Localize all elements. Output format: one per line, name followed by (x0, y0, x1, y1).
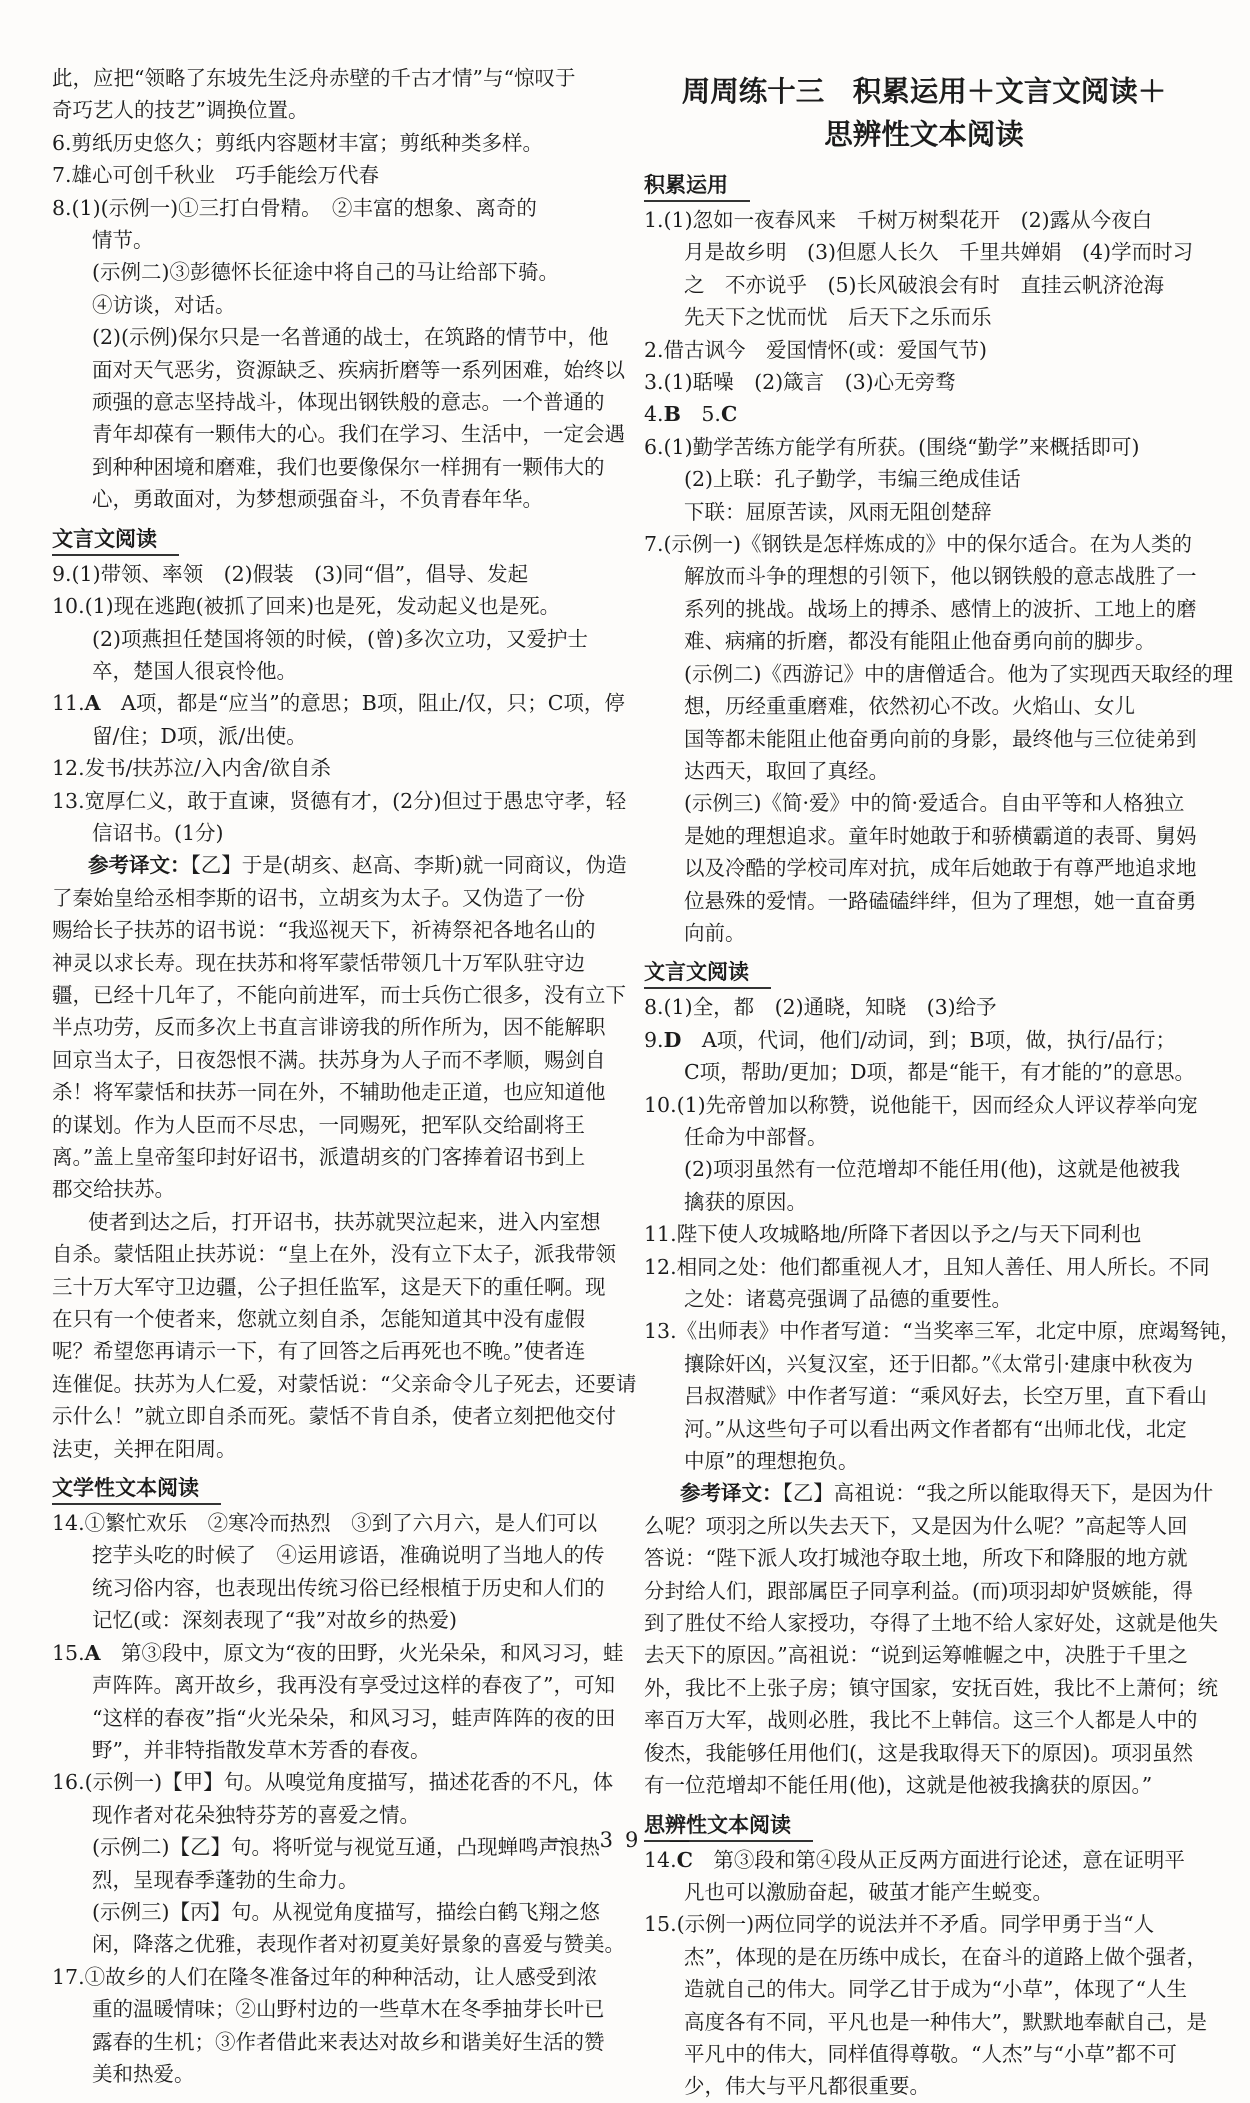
translation-line: 离。”盖上皇帝玺印封好诏书，派遣胡亥的门客捧着诏书到上 (52, 1145, 586, 1169)
text-line: 重的温暖情味；②山野村边的一些草木在冬季抽芽长叶已 (92, 1997, 605, 2022)
answer-letter: D (663, 1027, 682, 1052)
text-line: 擒获的原因。 (684, 1189, 807, 1214)
question-number: 5. (680, 402, 721, 427)
answer-17: 17.①故乡的人们在隆冬准备过年的种种活动，让人感受到浓 (52, 1964, 598, 1989)
answer-16: 16.(示例一)【甲】句。从嗅觉角度描写，描述花香的不凡，体 (52, 1770, 614, 1795)
text-line: 之 不亦说乎 (5)长风破浪会有时 直挂云帆济沧海 (684, 272, 1165, 297)
text-line: 攘除奸凶，兴复汉室，还于旧都。”《太常引·建康中秋夜为 (684, 1351, 1193, 1376)
answer-8: 8.(1)全，都 (2)通晓，知晓 (3)给予 (644, 995, 997, 1020)
text-line: C项，帮助/更加；D项，都是“能干，有才能的”的意思。 (684, 1060, 1195, 1085)
text-line: 难、病痛的折磨，都没有能阻止他奋勇向前的脚步。 (684, 629, 1156, 654)
translation-line: 神灵以求长寿。现在扶苏和将军蒙恬带领几十万军队驻守边 (52, 950, 585, 975)
text-line: 是她的理想追求。童年时她敢于和骄横霸道的表哥、舅妈 (684, 823, 1197, 848)
text-line: 少，伟大与平凡都很重要。 (684, 2074, 930, 2099)
translation-line: 去天下的原因。”高祖说：“说到运筹帷幄之中，决胜于千里之 (644, 1643, 1188, 1668)
text-line: 声阵阵。离开故乡，我再没有享受过这样的春夜了”，可知 (92, 1673, 615, 1698)
text-line: 青年却葆有一颗伟大的心。我们在学习、生活中，一定会遇 (92, 422, 625, 447)
answer-3: 3.(1)聒噪 (2)箴言 (3)心无旁骛 (644, 370, 956, 395)
text-line: 造就自己的伟大。同学乙甘于成为“小草”，体现了“人生 (684, 1977, 1187, 2002)
question-number: 9. (644, 1027, 664, 1052)
exercise-subtitle: 思辨性文本阅读 (824, 117, 1024, 151)
answer-letter: A (84, 1640, 101, 1665)
answer-12: 12.相同之处：他们都重视人才，且知人善任、用人所长。不同 (644, 1254, 1210, 1279)
translation-line (52, 849, 627, 881)
translation-line: 答说：“陛下派人攻打城池夺取土地，所攻下和降服的地方就 (644, 1546, 1188, 1571)
text-line: 先天下之忧而忧 后天下之乐而乐 (684, 305, 992, 330)
answer-letter: A (84, 691, 101, 716)
text-line: 心，勇敢面对，为梦想顽强奋斗，不负青春年华。 (92, 487, 543, 512)
text-line: 解放而斗争的理想的引领下，他以钢铁般的意志战胜了一 (684, 564, 1197, 589)
answer-8: 8.(1)(示例一)①三打白骨精。 ②丰富的想象、离奇的 (52, 195, 537, 220)
text-line: 顽强的意志坚持战斗，体现出钢铁般的意志。一个普通的 (92, 390, 605, 415)
translation-text: 【乙】于是(胡亥、赵高、李斯)就一同商议，伪造 (190, 853, 627, 878)
answer-1: 1.(1)忽如一夜春风来 千树万树梨花开 (2)露从今夜白 (644, 208, 1153, 232)
answer-6: 6.剪纸历史悠久；剪纸内容题材丰富；剪纸种类多样。 (52, 130, 544, 155)
section-heading: 文言文阅读 (644, 957, 771, 989)
text-line: 凡也可以激励奋起，破茧才能产生蜕变。 (684, 1879, 1053, 1904)
text-line: 下联：屈原苦读，风雨无阻创楚辞 (684, 499, 992, 524)
text-line: 达西天，取回了真经。 (684, 758, 889, 783)
question-number: 14. (644, 1847, 677, 1872)
translation-line: 回京当太子，日夜怨恨不满。扶苏身为人子而不孝顺，赐剑自 (52, 1047, 606, 1072)
section-heading: 积累运用 (644, 170, 750, 202)
section-heading: 文学性文本阅读 (52, 1473, 221, 1505)
question-number: 15. (52, 1640, 85, 1665)
translation-line: 杀！将军蒙恬和扶苏一同在外，不辅助他走正道，也应知道他 (52, 1080, 606, 1105)
text-line: 杰”，体现的是在历练中成长，在奋斗的道路上做个强者， (684, 1944, 1207, 1969)
text-line: (2)项羽虽然有一位范增却不能任用(他)，这就是他被我 (684, 1157, 1181, 1182)
text-line: 位悬殊的爱情。一路磕磕绊绊，但为了理想，她一直奋勇 (684, 888, 1197, 913)
answer-9 (644, 1024, 1204, 1056)
text-line: 向前。 (684, 920, 746, 945)
translation-line: 的谋划。作为人臣而不尽忠，一同赐死，把军队交给副将王 (52, 1112, 585, 1137)
answer-4-5 (644, 398, 1204, 430)
translation-line: 外，我比不上张子房；镇守国家，安抚百姓，我比不上萧何；统 (644, 1675, 1218, 1700)
answer-12: 12.发书/扶苏泣/入内舍/欲自杀 (52, 756, 331, 781)
answer-7: 7.雄心可创千秋业 巧手能绘万代春 (52, 163, 380, 188)
text-line: 系列的挑战。战场上的搏杀、感情上的波折、工地上的磨 (684, 596, 1197, 621)
translation-line: 在只有一个使者来，您就立刻自杀，怎能知道其中没有虚假 (52, 1307, 585, 1332)
answer-letter: C (720, 402, 738, 427)
text-line: (2)项燕担任楚国将领的时候，(曾)多次立功，又爱护士 (92, 626, 589, 651)
text-line: 现作者对花朵独特芬芳的喜爱之情。 (92, 1802, 420, 1827)
translation-line: 到了胜仗不给人家授功，夺得了土地不给人家好处，这就是他失 (644, 1611, 1218, 1636)
reference-label: 参考译文： (88, 853, 191, 878)
translation-line: 三十万大军守卫边疆，公子担任监军，这是天下的重任啊。现 (52, 1274, 606, 1299)
text-line: 到种种困境和磨难，我们也要像保尔一样拥有一颗伟大的 (92, 454, 605, 479)
answer-6: 6.(1)勤学苦练方能学有所获。(围绕“勤学”来概括即可) (644, 434, 1140, 459)
translation-line: 法吏，关押在阳周。 (52, 1436, 237, 1461)
text-line: 想，历经重重磨难，依然初心不改。火焰山、女儿 (684, 694, 1135, 719)
text-line: (示例二)③彭德怀长征途中将自己的马让给部下骑。 (92, 260, 559, 285)
translation-line: 使者到达之后，打开诏书，扶苏就哭泣起来，进入内室想 (88, 1209, 601, 1234)
answer-11: 11.陛下使人攻城略地/所降下者因以予之/与天下同利也 (644, 1222, 1142, 1247)
answer-10: 10.(1)现在逃跑(被抓了回来)也是死，发动起义也是死。 (52, 594, 561, 619)
text-line: 吕叔潜赋》中作者写道：“乘风好去，长空万里，直下看山 (684, 1384, 1207, 1409)
text-line: 美和热爱。 (92, 2061, 195, 2086)
right-column (644, 62, 1241, 2099)
text-line: 信诏书。(1分) (92, 820, 224, 845)
text-line: 以及冷酷的学校司库对抗，成年后她敢于有尊严地追求地 (684, 856, 1197, 881)
text-line: 奇巧艺人的技艺”调换位置。 (52, 98, 309, 123)
text-line: (示例三)【丙】句。从视觉角度描写，描绘白鹤飞翔之悠 (92, 1899, 600, 1924)
translation-line: 自杀。蒙恬阻止扶苏说：“皇上在外，没有立下太子，派我带领 (52, 1242, 616, 1267)
translation-line: 了秦始皇给丞相李斯的诏书，立胡亥为太子。又伪造了一份 (52, 885, 585, 910)
answer-9: 9.(1)带领、率领 (2)假装 (3)同“倡”，倡导、发起 (52, 561, 529, 586)
text-line: (示例二)【乙】句。将听觉与视觉互通，凸现蝉鸣声浪热 (92, 1835, 600, 1860)
answer-14: 14.①繁忙欢乐 ②寒冷而热烈 ③到了六月六，是人们可以 (52, 1511, 598, 1536)
translation-line: 呢？希望您再请示一下，有了回答之后再死也不晚。”使者连 (52, 1339, 586, 1364)
translation-line: 俊杰，我能够任用他们(，这是我取得天下的原因)。项羽虽然 (644, 1740, 1193, 1765)
text-line: 野”，并非特指散发草木芳香的春夜。 (92, 1737, 431, 1762)
answer-letter: C (676, 1847, 693, 1872)
text-line: 面对天气恶劣，资源缺乏、疾病折磨等一系列困难，始终以 (92, 357, 625, 382)
text-line: “这样的春夜”指“火光朵朵，和风习习，蛙声阵阵的夜的田 (92, 1705, 616, 1730)
answer-11 (52, 687, 625, 719)
section-heading: 文言文阅读 (52, 524, 179, 556)
translation-line: 有一位范增却不能任用(他)，这就是他被我擒获的原因。” (644, 1773, 1153, 1798)
answer-13: 13.宽厚仁义，敢于直谏，贤德有才，(2分)但过于愚忠守孝，轻 (52, 788, 627, 813)
answer-letter: B (663, 402, 681, 427)
section-heading: 思辨性文本阅读 (644, 1810, 813, 1842)
translation-line: 赐给长子扶苏的诏书说：“我巡视天下，祈祷祭祀各地名山的 (52, 918, 596, 943)
text-line: 留/住；D项，派/出使。 (92, 723, 307, 748)
translation-line (644, 1477, 1214, 1509)
text-line: 露春的生机；③作者借此来表达对故乡和谐美好生活的赞 (92, 2029, 605, 2054)
text-line: ④访谈，对话。 (92, 292, 236, 317)
text-line: 卒，楚国人很哀怜他。 (92, 658, 297, 683)
translation-line: 疆，已经十几年了，不能向前进军，而士兵伤亡很多，没有立下 (52, 982, 626, 1007)
text-line: 闲，降落之优雅，表现作者对初夏美好景象的喜爱与赞美。 (92, 1932, 625, 1957)
explanation: A项，都是“应当”的意思；B项，阻止/仅，只；C项，停 (100, 691, 625, 716)
reference-label: 参考译文： (680, 1481, 783, 1506)
explanation: 第③段和第④段从正反两方面进行论述，意在证明平 (692, 1847, 1185, 1872)
text-line: 中原”的理想抱负。 (684, 1449, 859, 1474)
text-line: 情节。 (92, 228, 154, 253)
translation-line: 么呢？项羽之所以失去天下，又是因为什么呢？”高起等人回 (644, 1513, 1188, 1538)
translation-line: 半点功劳，反而多次上书直言诽谤我的所作所为，因不能解职 (52, 1015, 606, 1040)
text-line: 河。”从这些句子可以看出两文作者都有“出师北伐，北定 (684, 1416, 1187, 1441)
explanation: A项，代词，他们/动词，到；B项，做，执行/品行； (681, 1027, 1177, 1052)
translation-line: 郡交给扶苏。 (52, 1177, 175, 1202)
answer-13: 13.《出师表》中作者写道：“当奖率三军，北定中原，庶竭驽钝， (644, 1319, 1241, 1344)
answer-7: 7.(示例一)《钢铁是怎样炼成的》中的保尔适合。在为人类的 (644, 532, 1193, 557)
text-line: 烈，呈现春季蓬勃的生命力。 (92, 1867, 359, 1892)
translation-line: 示什么！”就立即自杀而死。蒙恬不肯自杀，使者立刻把他交付 (52, 1404, 616, 1429)
exercise-title: 周周练十三 积累运用＋文言文阅读＋ (681, 74, 1167, 108)
answer-2: 2.借古讽今 爱国情怀(或：爱国气节) (644, 337, 988, 362)
text-line: 记忆(或：深刻表现了“我”对故乡的热爱) (92, 1608, 457, 1633)
text-line: 挖芋头吃的时候了 ④运用谚语，准确说明了当地人的传 (92, 1543, 605, 1568)
text-line: (示例三)《简·爱》中的简·爱适合。自由平等和人格独立 (684, 791, 1185, 816)
text-line: 国等都未能阻止他奋勇向前的身影，最终他与三位徒弟到 (684, 726, 1197, 751)
text-line: 平凡中的伟大，同样值得尊敬。“人杰”与“小草”都不可 (684, 2041, 1177, 2066)
translation-text: 【乙】高祖说：“我之所以能取得天下，是因为什 (782, 1481, 1214, 1506)
explanation: 第③段中，原文为“夜的田野，火光朵朵，和风习习，蛙 (100, 1640, 624, 1665)
translation-line: 分封给人们，跟部属臣子同享利益。(而)项羽却妒贤嫉能，得 (644, 1578, 1193, 1603)
text-line: 高度各有不同，平凡也是一种伟大”，默默地奉献自己，是 (684, 2009, 1207, 2034)
text-line: 任命为中部督。 (684, 1124, 828, 1149)
answer-10: 10.(1)先帝曾加以称赞，说他能干，因而经众人评议荐举向宠 (644, 1092, 1198, 1117)
question-number: 11. (52, 691, 85, 716)
text-line: (2)(示例)保尔只是一名普通的战士，在筑路的情节中，他 (92, 325, 609, 350)
answer-15: 15.(示例一)两位同学的说法并不矛盾。同学甲勇于当“人 (644, 1912, 1155, 1937)
page-number: — 39 — (547, 1828, 703, 1852)
translation-line: 连催促。扶苏为人仁爱，对蒙恬说：“父亲命令儿子死去，还要请 (52, 1371, 637, 1396)
text-line: (2)上联：孔子勤学，韦编三绝成佳话 (684, 467, 1021, 492)
text-line: (示例二)《西游记》中的唐僧适合。他为了实现西天取经的理 (684, 661, 1233, 686)
answer-15 (52, 1637, 624, 1669)
translation-line: 率百万大军，战则必胜，我比不上韩信。这三个人都是人中的 (644, 1708, 1198, 1733)
text-line: 月是故乡明 (3)但愿人长久 千里共婵娟 (4)学而时习 (684, 240, 1194, 265)
text-line: 此，应把“领略了东坡先生泛舟赤壁的千古才情”与“惊叹于 (52, 66, 576, 90)
text-line: 统习俗内容，也表现出传统习俗已经根植于历史和人们的 (92, 1575, 605, 1600)
text-line: 之处：诸葛亮强调了品德的重要性。 (684, 1287, 1012, 1311)
question-number: 4. (644, 402, 664, 427)
